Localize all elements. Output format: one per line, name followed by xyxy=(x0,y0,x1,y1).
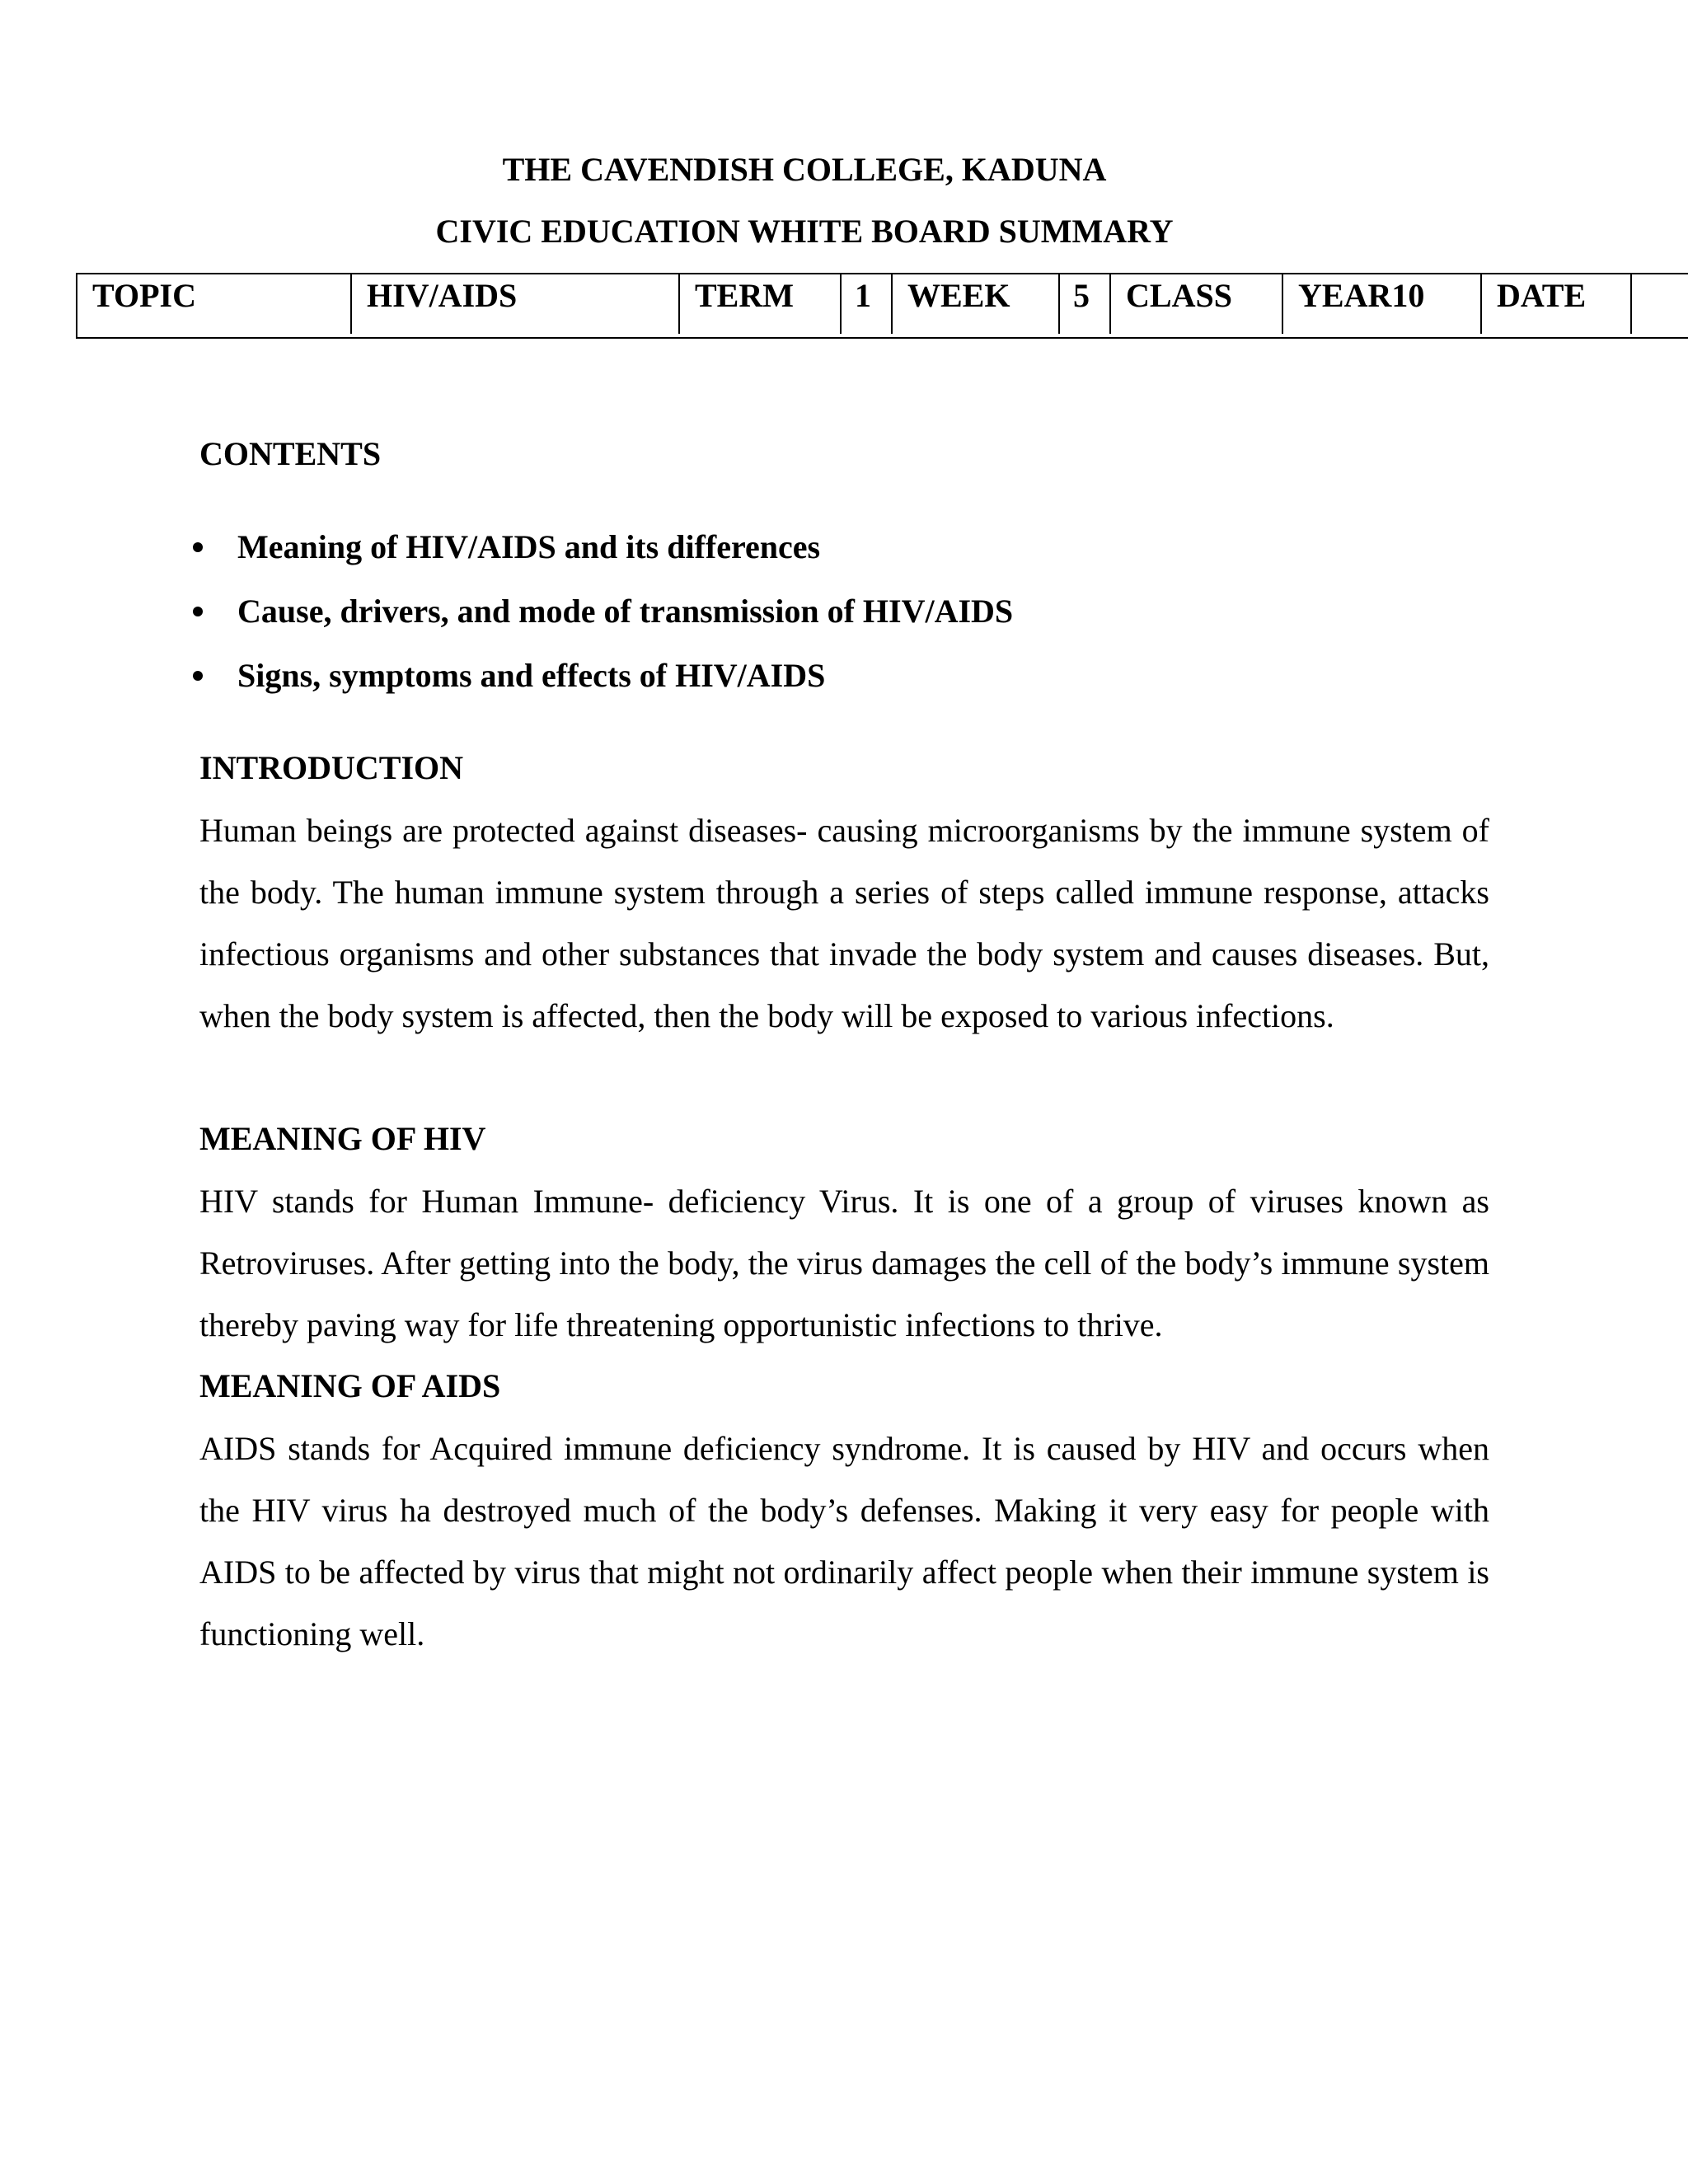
list-item-text: Cause, drivers, and mode of transmission of HIV/AIDS xyxy=(237,593,1014,630)
contents-heading: CONTENTS xyxy=(199,435,382,472)
info-cell-class-label: CLASS xyxy=(1111,274,1283,334)
meaning-hiv-heading: MEANING OF HIV xyxy=(199,1120,486,1157)
introduction-paragraph: Human beings are protected against diseases- causing microorganisms by the immune system of the body. The human immune system through a series of steps called immune response, attacks infectious organisms and other substances that invade the body system and causes diseases. But, when the body system is affected, then the body will be exposed to various infections. xyxy=(199,812,1489,1034)
bullet-icon xyxy=(193,671,203,681)
info-cell-term-value: 1 xyxy=(842,274,893,334)
list-item xyxy=(199,592,1013,656)
document-subtitle: CIVIC EDUCATION WHITE BOARD SUMMARY xyxy=(435,213,1174,250)
school-title: THE CAVENDISH COLLEGE, KADUNA xyxy=(502,151,1107,188)
contents-list xyxy=(199,527,1013,720)
info-cell-topic-label: TOPIC xyxy=(77,274,352,334)
list-item-text: Signs, symptoms and effects of HIV/AIDS xyxy=(237,657,826,694)
bullet-icon xyxy=(193,542,203,552)
info-cell-term-label: TERM xyxy=(680,274,842,334)
meaning-aids-heading: MEANING OF AIDS xyxy=(199,1367,501,1404)
introduction-heading: INTRODUCTION xyxy=(199,749,464,786)
list-item-text: Meaning of HIV/AIDS and its differences xyxy=(237,528,821,565)
meaning-hiv-paragraph: HIV stands for Human Immune- deficiency Virus. It is one of a group of viruses known as Retroviruses. After getting into the body, the virus damages the cell of the body’s immune system thereby paving way for life threatening opportunistic infections to thrive. xyxy=(199,1183,1489,1343)
info-cell-week-value: 5 xyxy=(1060,274,1111,334)
info-cell-class-value: YEAR10 xyxy=(1283,274,1482,334)
info-cell-topic-value: HIV/AIDS xyxy=(352,274,680,334)
info-cell-week-label: WEEK xyxy=(893,274,1060,334)
bullet-icon xyxy=(193,607,203,616)
list-item xyxy=(199,527,1013,592)
info-table xyxy=(76,273,1688,339)
info-cell-date-label: DATE xyxy=(1482,274,1632,334)
list-item xyxy=(199,656,1013,720)
info-cell-date-value xyxy=(1632,274,1688,334)
meaning-aids-paragraph: AIDS stands for Acquired immune deficiency syndrome. It is caused by HIV and occurs when the HIV virus ha destroyed much of the body’s defenses. Making it very easy for people with AIDS to be affected by virus that might not ordinarily affect people when their immune system is functioning well. xyxy=(199,1430,1489,1652)
